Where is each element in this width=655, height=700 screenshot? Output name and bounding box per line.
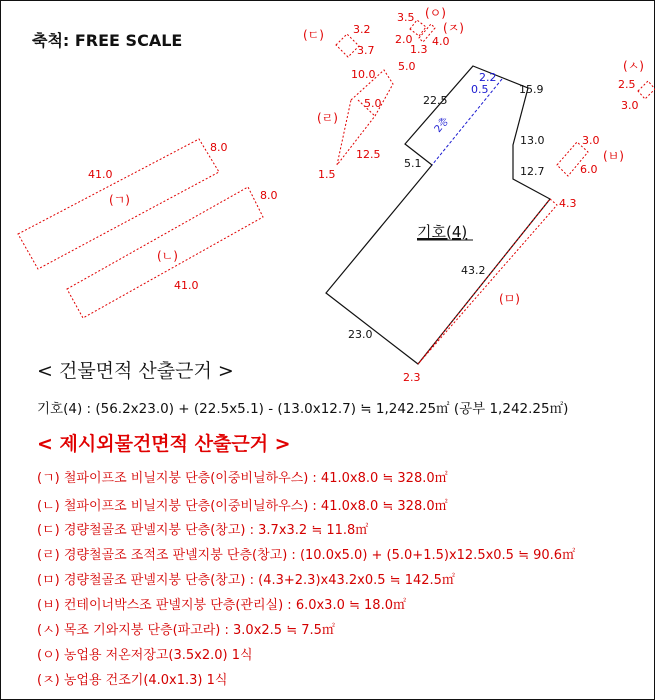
annex-na-short: 8.0	[260, 189, 278, 202]
floor-note-a: 2.2	[479, 71, 497, 84]
dim-inner-right: 13.0	[520, 134, 545, 147]
building-area-heading: < 건물면적 산출근거 >	[37, 360, 234, 382]
dim-inner-bottom: 12.7	[520, 165, 545, 178]
annex-ba-dim-b: 6.0	[580, 163, 598, 176]
extra-area-line-ma: (ㅁ) 경량철골조 판넬지붕 단층(창고) : (4.3+2.3)x43.2x0.5 ≒ 142.5㎡	[37, 573, 455, 588]
annex-na-label: (ㄴ)	[157, 249, 178, 263]
annex-ra-dim-d: 12.5	[356, 148, 381, 161]
annex-ra-dim-b: 5.0	[398, 60, 416, 73]
annex-da-outline	[336, 34, 359, 57]
annex-ga-label: (ㄱ)	[109, 193, 130, 207]
floor-note-b: 0.5	[471, 83, 489, 96]
annex-sa-outline	[638, 81, 655, 99]
annex-ba-dim-a: 3.0	[582, 134, 600, 147]
extra-area-line-da: (ㄷ) 경량철골조 판넬지붕 단층(창고) : 3.7x3.2 ≒ 11.8㎡	[37, 523, 369, 538]
dim-left-step: 5.1	[404, 157, 422, 170]
annex-da-label: (ㄷ)	[303, 28, 324, 42]
annex-sa-dim-a: 2.5	[618, 78, 636, 91]
extra-area-line-ba: (ㅂ) 컨테이너박스조 판넬지붕 단층(관리실) : 6.0x3.0 ≒ 18.0㎡	[37, 598, 406, 613]
annex-ra-dim-a: 10.0	[351, 68, 376, 81]
extra-area-line-a: (ㅇ) 농업용 저온저장고(3.5x2.0) 1식	[37, 648, 253, 663]
annex-ma-dim-b: 2.3	[403, 371, 421, 384]
annex-ma-dim-a: 4.3	[559, 197, 577, 210]
annex-da-dim-a: 3.2	[353, 23, 371, 36]
annex-sa-label: (ㅅ)	[623, 59, 644, 73]
extra-area-line-ja: (ㅈ) 농업용 건조기(4.0x1.3) 1식	[37, 673, 228, 688]
main-building-outline	[326, 66, 550, 364]
building-area-calc: 기호(4) : (56.2x23.0) + (22.5x5.1) - (13.0x12.7) ≒ 1,242.25㎡ (공부 1,242.25㎡)	[37, 401, 569, 417]
annex-ja-dim-a: 4.0	[432, 35, 450, 48]
extra-area-line-na: (ㄴ) 철파이프조 비닐지붕 단층(이중비닐하우스) : 41.0x8.0 ≒ 328.0㎡	[37, 499, 448, 514]
dim-long-side: 43.2	[461, 264, 486, 277]
annex-sa-dim-b: 3.0	[621, 99, 639, 112]
annex-ba-label: (ㅂ)	[603, 149, 624, 163]
dim-top-slant: 22.5	[423, 94, 448, 107]
annex-a-dim-b: 2.0	[395, 33, 413, 46]
floor-note-level: 2층	[432, 115, 452, 135]
extra-area-heading: < 제시외물건면적 산출근거 >	[37, 433, 291, 455]
dim-top-right: 15.9	[519, 83, 544, 96]
annex-na-long: 41.0	[174, 279, 199, 292]
annex-ra-label: (ㄹ)	[317, 111, 338, 125]
main-building-label: 기호(4)	[417, 223, 468, 241]
annex-ja-label: (ㅈ)	[443, 21, 464, 35]
annex-ra-dim-e: 1.5	[318, 168, 336, 181]
annex-ja-dim-b: 1.3	[410, 43, 428, 56]
annex-a-label: (ㅇ)	[425, 6, 446, 20]
annex-da-dim-b: 3.7	[357, 44, 375, 57]
extra-area-line-sa: (ㅅ) 목조 기와지붕 단층(파고라) : 3.0x2.5 ≒ 7.5㎡	[37, 623, 335, 638]
extra-area-line-ra: (ㄹ) 경량철골조 조적조 판넬지붕 단층(창고) : (10.0x5.0) + (5.0+1.5)x12.5x0.5 ≒ 90.6㎡	[37, 548, 576, 563]
annex-ga-long: 41.0	[88, 168, 113, 181]
extra-area-line-ga: (ㄱ) 철파이프조 비닐지붕 단층(이중비닐하우스) : 41.0x8.0 ≒ 328.0㎡	[37, 471, 448, 486]
annex-ma-label: (ㅁ)	[499, 292, 520, 306]
dim-bottom-side: 23.0	[348, 328, 373, 341]
annex-ra-dim-c: 5.0	[364, 97, 382, 110]
annex-ga-short: 8.0	[210, 141, 228, 154]
annex-a-dim-a: 3.5	[397, 11, 415, 24]
scale-label: 축척: FREE SCALE	[32, 31, 183, 50]
